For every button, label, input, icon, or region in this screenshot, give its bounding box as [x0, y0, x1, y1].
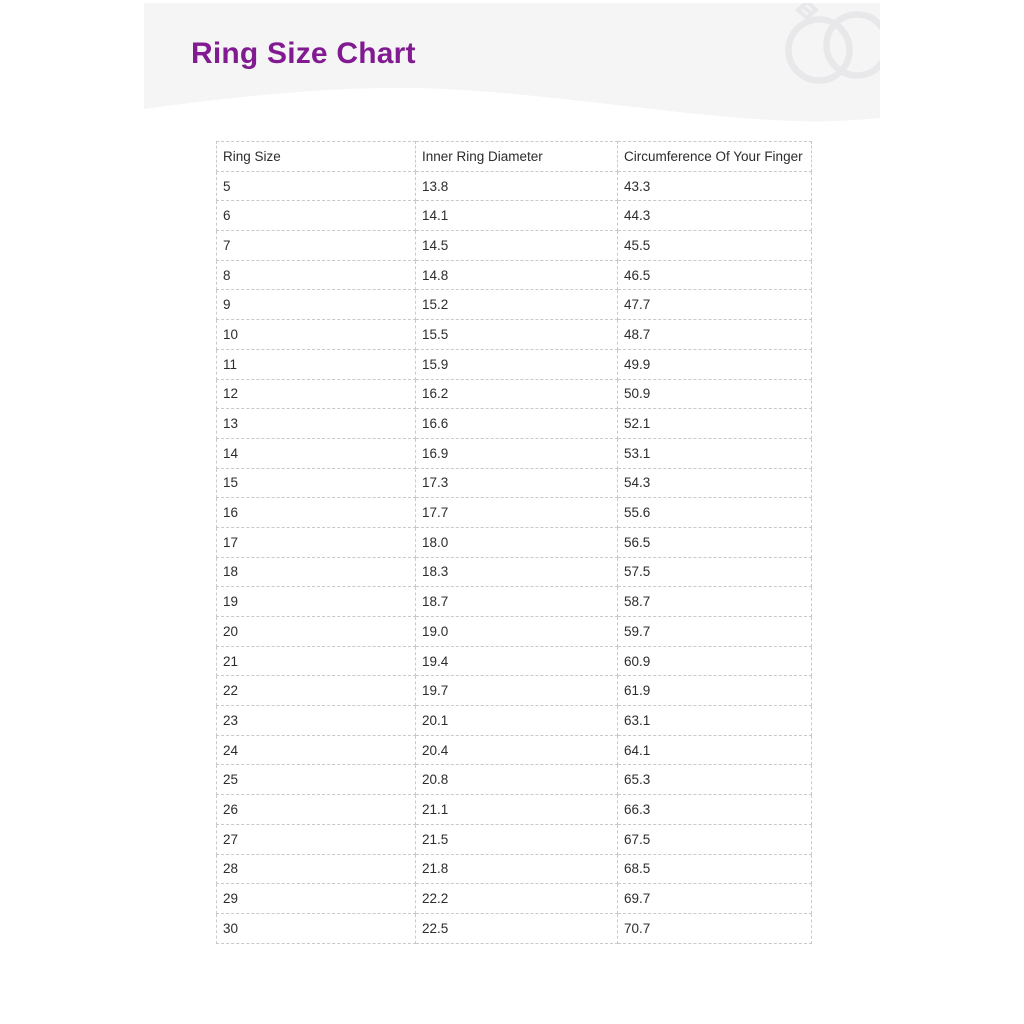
table-cell: 45.5: [618, 231, 812, 261]
table-cell: 14.1: [416, 201, 618, 231]
table-cell: 30: [217, 913, 416, 943]
table-row: [217, 884, 812, 914]
table-cell: 5: [217, 171, 416, 201]
table-cell: 6: [217, 201, 416, 231]
table-cell: 47.7: [618, 290, 812, 320]
table-cell: 18.0: [416, 527, 618, 557]
table-row: [217, 201, 812, 231]
table-row: [217, 290, 812, 320]
table-cell: 12: [217, 379, 416, 409]
table-cell: 20.8: [416, 765, 618, 795]
table-cell: 60.9: [618, 646, 812, 676]
table-cell: 16.9: [416, 438, 618, 468]
table-cell: 17.7: [416, 498, 618, 528]
table-row: [217, 260, 812, 290]
table-cell: 64.1: [618, 735, 812, 765]
table-cell: 26: [217, 795, 416, 825]
column-header-ring-size: Ring Size: [217, 142, 416, 172]
table-row: [217, 231, 812, 261]
table-row: [217, 854, 812, 884]
table-row: [217, 676, 812, 706]
table-cell: 23: [217, 706, 416, 736]
table-cell: 14.5: [416, 231, 618, 261]
table-cell: 59.7: [618, 617, 812, 647]
table-cell: 28: [217, 854, 416, 884]
table-row: [217, 379, 812, 409]
table-cell: 17.3: [416, 468, 618, 498]
table-cell: 20.1: [416, 706, 618, 736]
table-header-row: [217, 142, 812, 172]
table-cell: 52.1: [618, 409, 812, 439]
table-cell: 11: [217, 349, 416, 379]
ring-left: [789, 20, 850, 81]
column-header-circumference: Circumference Of Your Finger: [618, 142, 812, 172]
diamond: [798, 3, 816, 18]
table-row: [217, 320, 812, 350]
table-cell: 54.3: [618, 468, 812, 498]
table-cell: 69.7: [618, 884, 812, 914]
table-cell: 16.2: [416, 379, 618, 409]
table-row: [217, 171, 812, 201]
header-wave: [144, 81, 880, 130]
table-cell: 44.3: [618, 201, 812, 231]
table-cell: 29: [217, 884, 416, 914]
table-cell: 48.7: [618, 320, 812, 350]
table-row: [217, 795, 812, 825]
table-cell: 15.2: [416, 290, 618, 320]
table-cell: 14: [217, 438, 416, 468]
table-cell: 21.8: [416, 854, 618, 884]
table-cell: 68.5: [618, 854, 812, 884]
table-cell: 9: [217, 290, 416, 320]
table-cell: 14.8: [416, 260, 618, 290]
table-cell: 70.7: [618, 913, 812, 943]
table-cell: 50.9: [618, 379, 812, 409]
table-row: [217, 646, 812, 676]
column-header-inner-ring-diameter: Inner Ring Diameter: [416, 142, 618, 172]
ring-size-table: [216, 141, 812, 944]
table-cell: 25: [217, 765, 416, 795]
table-row: [217, 409, 812, 439]
table-cell: 67.5: [618, 824, 812, 854]
table-row: [217, 527, 812, 557]
table-cell: 22.5: [416, 913, 618, 943]
table-cell: 16: [217, 498, 416, 528]
table-cell: 27: [217, 824, 416, 854]
table-row: [217, 468, 812, 498]
table-row: [217, 824, 812, 854]
table-cell: 22: [217, 676, 416, 706]
table-cell: 13.8: [416, 171, 618, 201]
table-cell: 8: [217, 260, 416, 290]
table-row: [217, 706, 812, 736]
table-cell: 19: [217, 587, 416, 617]
table-row: [217, 349, 812, 379]
table-cell: 18: [217, 557, 416, 587]
table-cell: 21: [217, 646, 416, 676]
table-row: [217, 617, 812, 647]
table-cell: 20: [217, 617, 416, 647]
header-band: [144, 3, 880, 130]
table-cell: 15.5: [416, 320, 618, 350]
table-cell: 20.4: [416, 735, 618, 765]
table-cell: 10: [217, 320, 416, 350]
table-cell: 21.5: [416, 824, 618, 854]
table-cell: 57.5: [618, 557, 812, 587]
table-cell: 19.4: [416, 646, 618, 676]
table-cell: 18.7: [416, 587, 618, 617]
table-body: [217, 171, 812, 943]
table-cell: 56.5: [618, 527, 812, 557]
table-cell: 61.9: [618, 676, 812, 706]
table-cell: 18.3: [416, 557, 618, 587]
table-cell: 66.3: [618, 795, 812, 825]
table-cell: 49.9: [618, 349, 812, 379]
table-cell: 22.2: [416, 884, 618, 914]
table-cell: 21.1: [416, 795, 618, 825]
table-cell: 43.3: [618, 171, 812, 201]
table-row: [217, 765, 812, 795]
table-row: [217, 557, 812, 587]
table-cell: 24: [217, 735, 416, 765]
table-row: [217, 913, 812, 943]
table-cell: 19.0: [416, 617, 618, 647]
table-row: [217, 438, 812, 468]
table-cell: 55.6: [618, 498, 812, 528]
page-title: Ring Size Chart: [191, 37, 416, 70]
table-cell: 65.3: [618, 765, 812, 795]
table-cell: 13: [217, 409, 416, 439]
table-row: [217, 735, 812, 765]
table-cell: 53.1: [618, 438, 812, 468]
table-cell: 46.5: [618, 260, 812, 290]
table-cell: 58.7: [618, 587, 812, 617]
table-cell: 17: [217, 527, 416, 557]
table-cell: 15: [217, 468, 416, 498]
table-cell: 15.9: [416, 349, 618, 379]
table-cell: 63.1: [618, 706, 812, 736]
table-cell: 7: [217, 231, 416, 261]
table-cell: 19.7: [416, 676, 618, 706]
table-row: [217, 587, 812, 617]
page: [144, 3, 880, 944]
table-row: [217, 498, 812, 528]
table-cell: 16.6: [416, 409, 618, 439]
